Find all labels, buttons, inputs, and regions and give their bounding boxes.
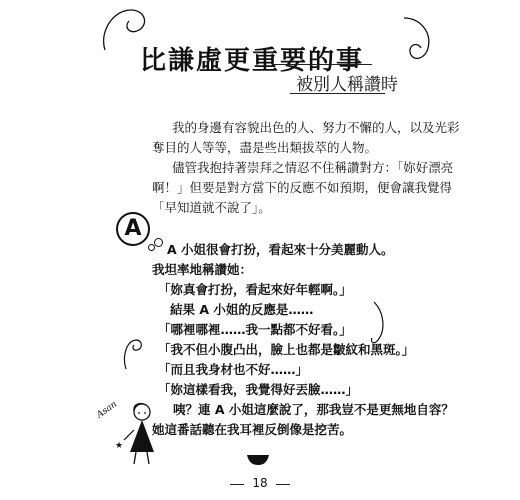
intro-line: 奪目的人等等，盡是些出類拔萃的人物。: [152, 140, 378, 155]
illustration-label: Asan: [95, 399, 120, 421]
dialogue-line: 「哪裡哪裡……我一點都不好看。」: [158, 322, 352, 337]
title-divider: [272, 64, 372, 65]
bowl-ornament-icon: [246, 452, 270, 466]
page-number-dash-right: [276, 484, 290, 485]
page-title: 比謙虛更重要的事: [140, 46, 365, 76]
intro-line: 啊！」但要是對方當下的反應不如預期，便會讓我覺得: [152, 180, 453, 195]
intro-line: 「早知道就不說了」。: [152, 200, 271, 215]
dialogue-line: 「而且我身材也不好……」: [158, 362, 309, 377]
swirl-bottom-left-icon: [120, 335, 146, 373]
dialogue-line: 我坦率地稱讚她：: [152, 262, 253, 277]
speaker-badge: A: [116, 212, 150, 246]
girl-figure-icon: [112, 400, 162, 472]
dialogue-line: 「妳真會打扮，看起來好年輕啊。」: [158, 282, 352, 297]
dialogue-line: 「妳這樣看我，我覺得好丟臉……」: [158, 382, 359, 397]
dialogue-line: 結果 A 小姐的反應是……: [170, 302, 314, 317]
thought-bubble-medium: [154, 238, 163, 247]
intro-line: 儘管我抱持著崇拜之情忍不住稱讚對方：「妳好漂亮: [172, 160, 454, 175]
subtitle-divider: [290, 93, 385, 94]
dialogue-line: 「我不但小腹凸出，臉上也都是皺紋和黑斑。」: [158, 342, 415, 357]
page-number: 18: [252, 476, 268, 490]
intro-line: 我的身邊有容貌出色的人、努力不懈的人，以及光彩: [172, 120, 460, 135]
swirl-top-right-icon: [396, 14, 442, 74]
svg-text:★: ★: [115, 441, 124, 451]
dialogue-line: A 小姐很會打扮，看起來十分美麗動人。: [167, 242, 394, 257]
dialogue-line: 她這番話聽在我耳裡反倒像是挖苦。: [152, 422, 353, 437]
dialogue-line: 咦？連 A 小姐這麼說了，那我豈不是更無地自容？: [173, 402, 454, 417]
page-subtitle: 被別人稱讚時: [296, 75, 398, 95]
